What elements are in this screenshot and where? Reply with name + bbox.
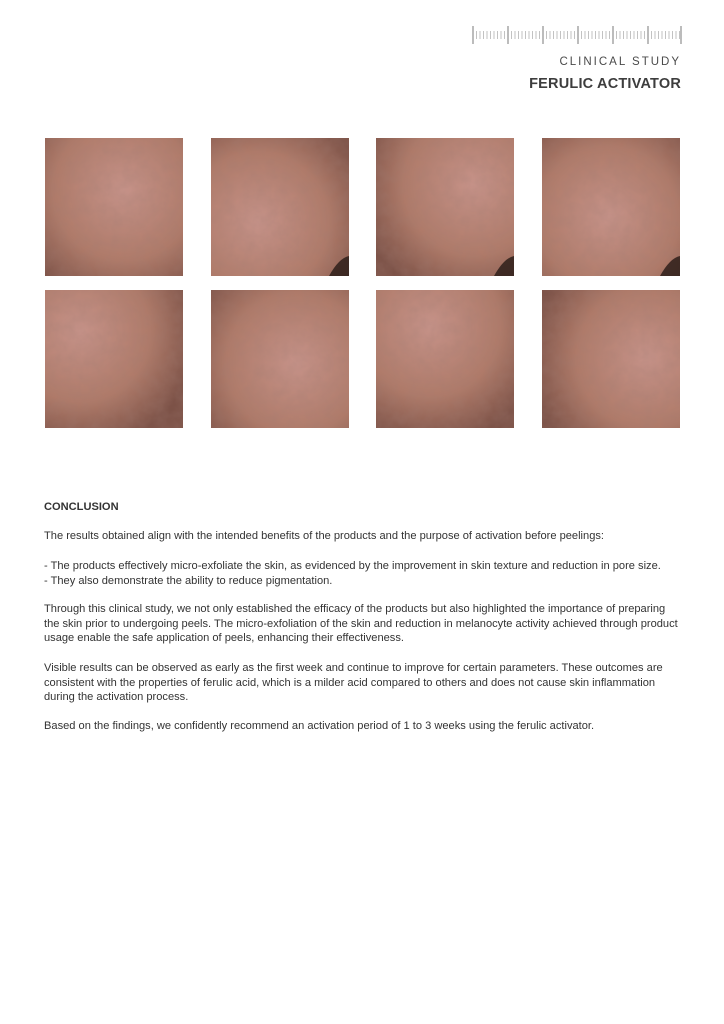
skin-photo: [376, 290, 514, 428]
paragraph-efficacy: Through this clinical study, we not only established the efficacy of the products but also highlighted the importance of preparing the skin prior to undergoing peels. The micro-exfoliation of the skin and reduction in melanocyte activity achieved through product usage enable the safe application of peels, enhancing their effectiveness.: [44, 603, 678, 645]
skin-photo: [45, 290, 183, 428]
document-title: FERULIC ACTIVATOR: [529, 76, 681, 92]
conclusion-intro: The results obtained align with the intended benefits of the products and the purpose of activation before peelings:: [44, 530, 604, 542]
ruler-logo: [472, 26, 682, 44]
paragraph-visible-results: Visible results can be observed as early as the first week and continue to improve for certain parameters. These outcomes are consistent with the properties of ferulic acid, which is a milder acid compared to others and does not cause skin inflammation during the activation process.: [44, 662, 663, 704]
paragraph-recommendation: Based on the findings, we confidently recommend an activation period of 1 to 3 weeks using the ferulic activator.: [44, 720, 595, 732]
conclusion-bullet-list: [44, 559, 680, 588]
skin-photo: [542, 138, 680, 276]
header-kicker: CLINICAL STUDY: [559, 56, 681, 68]
bullet-texture: - The products effectively micro-exfoliate the skin, as evidenced by the improvement in skin texture and reduction in pore size.: [44, 560, 661, 572]
skin-photo: [45, 138, 183, 276]
conclusion-heading: CONCLUSION: [44, 501, 119, 513]
skin-photo: [542, 290, 680, 428]
skin-photo: [211, 290, 349, 428]
bullet-pigmentation: - They also demonstrate the ability to reduce pigmentation.: [44, 574, 333, 587]
skin-photo: [376, 138, 514, 276]
skin-photo: [211, 138, 349, 276]
